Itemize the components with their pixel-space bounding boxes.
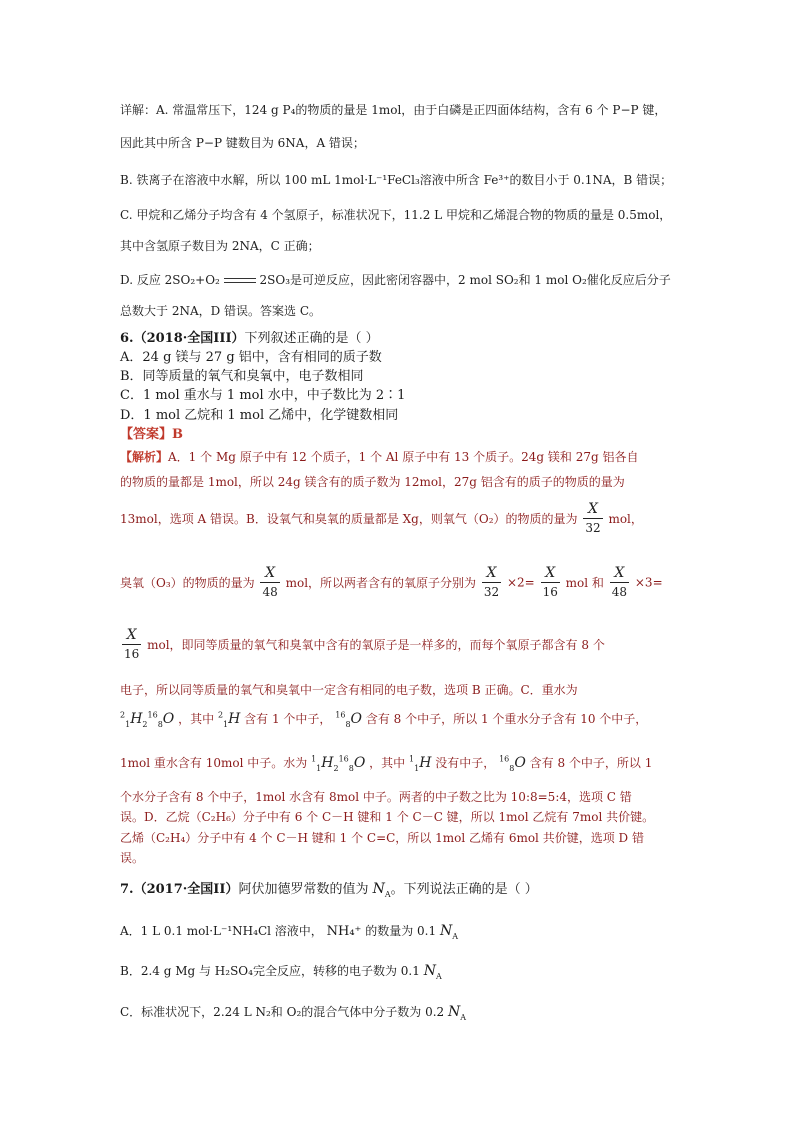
q6-answer: [120, 423, 183, 442]
answer-value: B: [172, 427, 184, 442]
q7-option-b: [120, 962, 442, 981]
analysis-label: 【解析】: [120, 450, 169, 464]
detail-line-c1: C. 甲烷和乙烯分子均含有 4 个氢原子，标准状况下，11.2 L 甲烷和乙烯混合物的物质的量是 0.5mol，: [120, 208, 672, 222]
analysis-line-4: [120, 564, 663, 601]
water-formula: $^1_1H_2^{16}_8O$: [311, 754, 366, 773]
analysis-l7a: ，其中: [178, 712, 215, 726]
fraction-x-16-b: $\frac{X}{16}$: [124, 627, 140, 661]
q7-title-num: 7.（2017·全国II）: [120, 882, 239, 897]
analysis-line-3: [120, 500, 643, 537]
deuterium-symbol: $^2_1$H: [217, 710, 241, 729]
analysis-line-10: 误。D．乙烷（C₂H₆）分子中有 6 个 C－H 键和 1 个 C－C 键，所以 1mol 乙烷有 7mol 共价键。: [120, 810, 655, 824]
q6-option-d: D．1 mol 乙烷和 1 mol 乙烯中，化学键数相同: [120, 408, 399, 423]
detail-line-b1: B. 铁离子在溶液中水解，所以 100 mL 1mol·L⁻¹FeCl₃溶液中所含 Fe³⁺的数目小于 0.1NA，B 错误；: [120, 173, 673, 187]
detail-d1-part2: 2SO₃是可逆反应，因此密闭容器中，2 mol SO₂和 1 mol O₂催化反应后分子: [259, 273, 671, 287]
analysis-line-8: [120, 754, 652, 773]
analysis-line-2: 的物质的量都是 1mol，所以 24g 镁含有的质子数为 12mol，27g 铝含有的质子的物质的量为: [120, 475, 625, 489]
heavy-water-formula: $^2_1H_2^{16}_8O$: [120, 710, 175, 729]
q6-title-num: 6.（2018·全国III）: [120, 331, 245, 346]
oxygen-16-symbol-b: $^{16}_8$O: [499, 754, 526, 773]
answer-label: 【答案】: [120, 427, 173, 442]
avogadro-symbol-a: $N_A$: [439, 923, 458, 941]
oxygen-16-symbol: $^{16}_8$O: [335, 710, 363, 729]
fraction-x-48-b: $\frac{X}{48}$: [611, 565, 628, 599]
analysis-l7c: 含有 8 个中子，所以 1 个重水分子含有 10 个中子，: [365, 712, 648, 726]
q7-optA-text2: 的数量为 0.1: [365, 924, 437, 938]
q7-optC-text: C．标准状况下，2.24 L N₂和 O₂的混合气体中分子数为 0.2: [120, 1005, 445, 1019]
analysis-l8b: ，其中: [369, 756, 406, 770]
q7-optB-text: B．2.4 g Mg 与 H₂SO₄完全反应，转移的电子数为 0.1: [120, 964, 420, 978]
fraction-x-48: $\frac{X}{48}$: [262, 565, 278, 599]
analysis-l4c: ×2=: [506, 575, 535, 590]
q6-option-a: A．24 g 镁与 27 g 铝中，含有相同的质子数: [120, 350, 382, 365]
analysis-line-6: 电子，所以同等质量的氧气和臭氧中一定含有相同的电子数，选项 B 正确。C．重水为: [120, 683, 578, 697]
ammonium-ion: NH₄⁺: [326, 924, 362, 939]
detail-line-a1: 详解：A. 常温常压下，124 g P₄的物质的量是 1mol，由于白磷是正四面体结构，含有 6 个 P−P 键，: [120, 103, 667, 117]
analysis-l4a: 臭氧（O₃）的物质的量为: [120, 576, 255, 590]
fraction-x-16: $\frac{X}{16}$: [542, 565, 558, 599]
q7-optA-text: A．1 L 0.1 mol·L⁻¹NH₄Cl 溶液中，: [120, 924, 323, 938]
q6-option-c: C．1 mol 重水与 1 mol 水中，中子数比为 2∶1: [120, 388, 406, 403]
detail-line-d2: 总数大于 2NA，D 错误。答案选 C。: [120, 304, 322, 318]
detail-d1-part1: D. 反应 2SO₂+O₂: [120, 273, 220, 287]
avogadro-symbol-b: $N_A$: [423, 963, 442, 981]
analysis-l5: mol，即同等质量的氧气和臭氧中含有的氧原子是一样多的，而每个氧原子都含有 8 个: [147, 638, 605, 652]
analysis-l7b: 含有 1 个中子，: [244, 712, 332, 726]
q6-title-text: 下列叙述正确的是（ ）: [244, 331, 379, 346]
detail-line-c2: 其中含氢原子数目为 2NA，C 正确；: [120, 239, 320, 253]
avogadro-symbol-c: $N_A$: [448, 1004, 467, 1022]
analysis-line-5: [120, 626, 605, 663]
equilibrium-arrow-icon: [224, 278, 256, 284]
q7-option-c: [120, 1003, 466, 1022]
analysis-l8a: 1mol 重水含有 10mol 中子。水为: [120, 756, 308, 770]
q7-option-a: [120, 922, 458, 941]
detail-line-d1: [120, 271, 671, 288]
detail-line-a2: 因此其中所含 P−P 键数目为 6NA，A 错误；: [120, 136, 365, 150]
analysis-line-11: 乙烯（C₂H₄）分子中有 4 个 C－H 键和 1 个 C=C，所以 1mol 乙烯有 6mol 共价键，选项 D 错: [120, 831, 644, 845]
fraction-x-32-b: $\frac{X}{32}$: [483, 565, 500, 599]
fraction-x-32: $\frac{X}{32}$: [585, 501, 601, 535]
analysis-l4b: mol，所以两者含有的氧原子分别为: [285, 576, 477, 590]
q7-title-text: 阿伏加德罗常数的值为: [238, 882, 369, 897]
analysis-l3: 13mol，选项 A 错误。B．设氧气和臭氧的质量都是 Xg，则氧气（O₂）的物质的量为: [120, 512, 578, 526]
analysis-l3-mol: mol，: [608, 512, 643, 526]
analysis-l8d: 含有 8 个中子，所以 1: [529, 756, 653, 770]
q7-title-end: 。下列说法正确的是（ ）: [390, 882, 538, 897]
avogadro-symbol: $N_A$: [372, 881, 391, 899]
analysis-l1: A．1 个 Mg 原子中有 12 个质子，1 个 Al 原子中有 13 个质子。24g 镁和 27g 铝各自: [168, 450, 639, 464]
q6-option-b: B．同等质量的氧气和臭氧中，电子数相同: [120, 369, 364, 384]
analysis-line-12: 误。: [120, 851, 145, 865]
analysis-l8c: 没有中子，: [435, 756, 496, 770]
analysis-l4e: ×3=: [634, 575, 663, 590]
analysis-line-9: 个水分子含有 8 个中子，1mol 水含有 8mol 中子。两者的中子数之比为 10:8=5:4，选项 C 错: [120, 790, 632, 804]
analysis-l4d: mol 和: [565, 576, 604, 590]
q7-title: [120, 878, 538, 899]
analysis-line-1: [120, 448, 638, 465]
protium-symbol: $^1_1$H: [409, 754, 432, 773]
q6-title: [120, 327, 379, 346]
analysis-line-7: [120, 710, 647, 729]
